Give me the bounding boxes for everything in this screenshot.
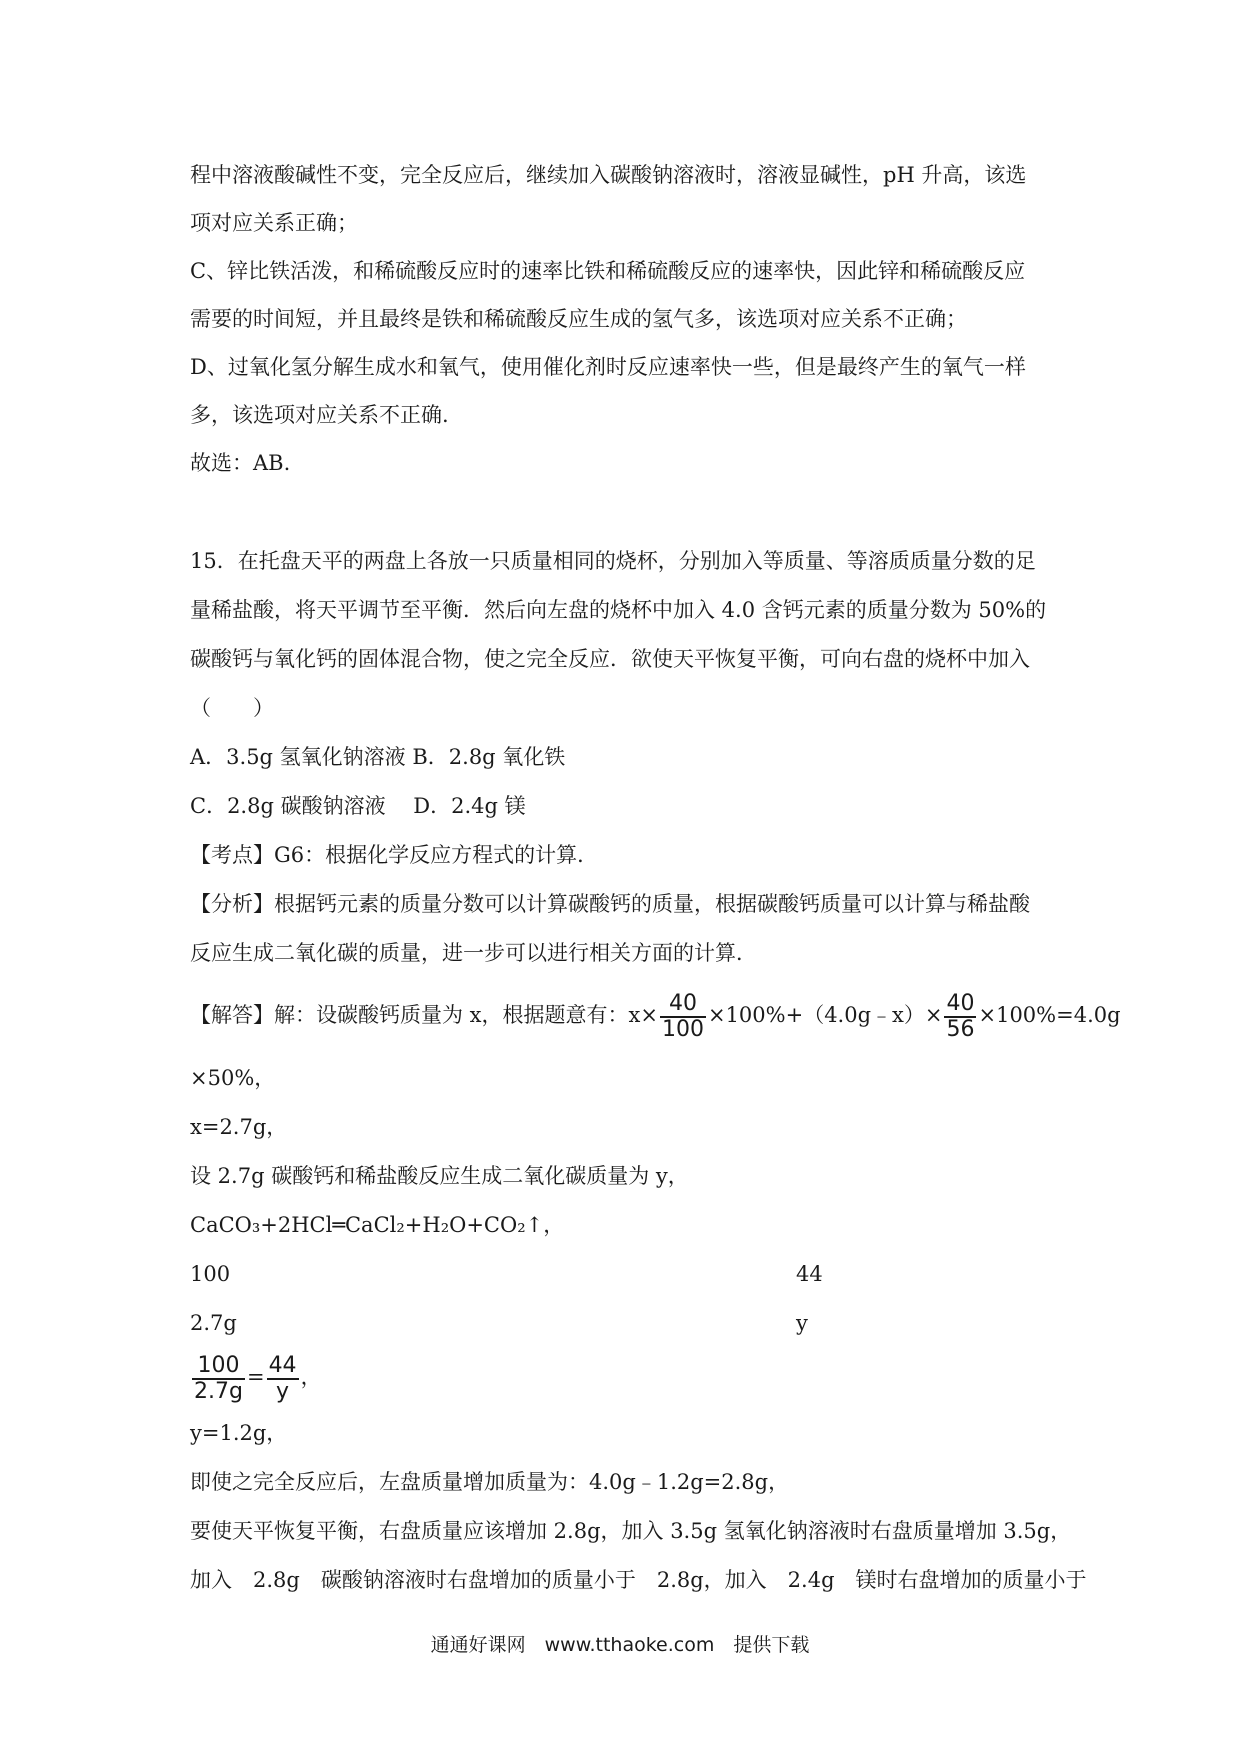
fraction-100-2.7g	[192, 1354, 245, 1404]
text-line: ×50%，	[190, 1066, 276, 1090]
fraction-40-56	[944, 992, 976, 1042]
mass-caco3: 100	[190, 1262, 231, 1286]
question-15-line: 碳酸钙与氧化钙的固体混合物，使之完全反应．欲使天平恢复平衡，可向右盘的烧杯中加入	[190, 647, 1030, 671]
mass-co2: 44	[796, 1262, 823, 1286]
question-15-line: 15．在托盘天平的两盘上各放一只质量相同的烧杯，分别加入等质量、等溶质质量分数的足	[190, 549, 1036, 573]
fenxi-line: 反应生成二氧化碳的质量，进一步可以进行相关方面的计算．	[190, 941, 757, 965]
text-line: 设 2.7g 碳酸钙和稀盐酸反应生成二氧化碳质量为 y，	[190, 1164, 689, 1188]
unknown-mass: y	[796, 1311, 808, 1335]
mass-row-1	[190, 1259, 1070, 1289]
fraction-numerator: 100	[192, 1354, 245, 1380]
text-line: 需要的时间短，并且最终是铁和稀硫酸反应生成的氢气多，该选项对应关系不正确；	[190, 307, 967, 331]
given-mass: 2.7g	[190, 1311, 237, 1335]
jieda-text-a: 【解答】解：设碳酸钙质量为 x，根据题意有：x×	[190, 1003, 658, 1027]
text-line: C、锌比铁活泼，和稀硫酸反应时的速率比铁和稀硫酸反应的速率快，因此锌和稀硫酸反应	[190, 259, 1026, 283]
question-15-blank: （ ）	[190, 696, 274, 720]
text-line: 加入 2.8g 碳酸钠溶液时右盘增加的质量小于 2.8g，加入 2.4g 镁时右盘增加的质量小于	[190, 1568, 1087, 1592]
fraction-denominator: 100	[661, 1016, 704, 1042]
jieda-equation-line	[190, 990, 1121, 1042]
text-line: 程中溶液酸碱性不变，完全反应后，继续加入碳酸钠溶液时，溶液显碱性，pH 升高，该选	[190, 163, 1027, 187]
fenxi-line: 【分析】根据钙元素的质量分数可以计算碳酸钙的质量，根据碳酸钙质量可以计算与稀盐酸	[190, 892, 1030, 916]
fraction-denominator: 2.7g	[194, 1378, 243, 1404]
answer-choice-line: 故选：AB.	[190, 451, 291, 475]
fraction-denominator: y	[276, 1378, 290, 1404]
options-cd: C．2.8g 碳酸钠溶液 D．2.4g 镁	[190, 794, 526, 818]
proportion-line: $\frac{100}{2.7g}$ = $\frac{44}{y}$ ，	[194, 1352, 322, 1404]
fraction-denominator: 56	[946, 1016, 975, 1042]
mass-row-2	[190, 1308, 1070, 1338]
y-result: y=1.2g，	[190, 1421, 288, 1445]
jieda-text-b: ×100%+（4.0g﹣x）×	[707, 1003, 943, 1027]
fraction-numerator: 40	[660, 992, 706, 1018]
jieda-text-c: ×100%=4.0g	[978, 1003, 1121, 1027]
text-line: D、过氧化氢分解生成水和氧气，使用催化剂时反应速率快一些，但是最终产生的氧气一样	[190, 355, 1026, 379]
options-ab: A．3.5g 氢氧化钠溶液 B．2.8g 氧化铁	[190, 745, 566, 769]
question-15-line: 量稀盐酸，将天平调节至平衡．然后向左盘的烧杯中加入 4.0 含钙元素的质量分数为 50%的	[190, 598, 1047, 622]
x-result: x=2.7g，	[190, 1115, 288, 1139]
fraction-44-y	[267, 1354, 299, 1404]
text-line: 要使天平恢复平衡，右盘质量应该增加 2.8g，加入 3.5g 氢氧化钠溶液时右盘质量增加 3.5g，	[190, 1519, 1072, 1543]
kaodian-line: 【考点】G6：根据化学反应方程式的计算．	[190, 843, 599, 867]
text-line: 项对应关系正确；	[190, 211, 358, 235]
fraction-40-100	[660, 992, 706, 1042]
chemical-equation: CaCO₃+2HCl═CaCl₂+H₂O+CO₂↑，	[190, 1213, 565, 1237]
fraction-numerator: 40	[946, 990, 975, 1016]
proportion-tail: ，	[300, 1365, 322, 1389]
footer-source: 通通好课网 www.tthaoke.com 提供下载	[430, 1634, 810, 1656]
text-line: 即使之完全反应后，左盘质量增加质量为：4.0g﹣1.2g=2.8g，	[190, 1470, 790, 1494]
text-line: 多，该选项对应关系不正确.	[190, 403, 449, 427]
fraction-numerator: 44	[268, 1352, 297, 1378]
